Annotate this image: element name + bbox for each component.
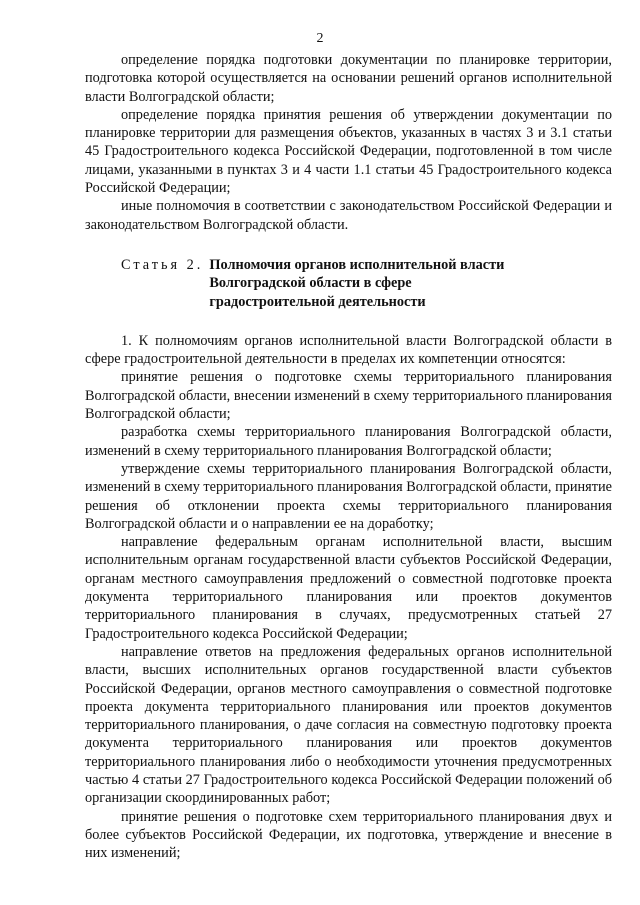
intro-paragraph-2: определение порядка принятия решения об утверждении документации по планировке территории для размещения объектов, указанных в частях 3 и 3.1 статьи 45 Градостроительного кодекса Российской Федерации, подготовленной в том числе лицами, указанными в пунктах 3 и 4 части 1.1 статьи 45 Градостроительного кодекса Российской Федерации; [85, 106, 612, 197]
intro-paragraph-3: иные полномочия в соответствии с законодательством Российской Федерации и законодательством Волгоградской области. [85, 198, 612, 233]
body-paragraph-2: принятие решения о подготовке схемы территориального планирования Волгоградской области, внесении изменений в схему территориального планирования Волгоградской области; [85, 369, 612, 423]
article-title-line-2: Волгоградской области в сфере [209, 275, 412, 292]
body-paragraph-5: направление федеральным органам исполнительной власти, высшим исполнительным органам государственной власти субъектов Российской Федерации, органам местного самоуправления предложений о совместной подготовке проекта документа территориального планирования или проектов документов территориального планирования в случаях, предусмотренных статьей 27 Градостроительного кодекса Российской Федерации; [85, 534, 612, 642]
document-body [85, 51, 612, 862]
article-heading [121, 256, 612, 311]
body-paragraph-1: 1. К полномочиям органов исполнительной власти Волгоградской области в сфере градостроительной деятельности в пределах их компетенции относятся: [85, 332, 612, 368]
body-paragraph-4: утверждение схемы территориального планирования Волгоградской области, изменений в схему территориального планирования Волгоградской области, принятие решения об отклонении проекта схемы территориального планирования Волгоградской области и о направлении ее на доработку; [85, 460, 612, 532]
body-paragraph-7: принятие решения о подготовке схем территориального планирования двух и более субъектов Российской Федерации, их подготовка, утверждение и внесение в них изменений; [85, 808, 612, 862]
article-title [209, 256, 529, 311]
body-paragraph-3: разработка схемы территориального планирования Волгоградской области, изменений в схему территориального планирования Волгоградской области; [85, 424, 612, 459]
article-title-line-1: Полномочия органов исполнительной власти [209, 256, 505, 273]
article-title-line-3: градостроительной деятельности [209, 293, 426, 310]
article-label: Статья 2. [121, 256, 204, 273]
page-number: 2 [316, 31, 324, 46]
body-paragraph-6: направление ответов на предложения федеральных органов исполнительной власти, высших исполнительных органов государственной власти субъектов Российской Федерации, органов местного самоуправления о совместной подготовке проекта документа территориального планирования или проектов документов территориального планирования, о даче согласия на совместную подготовку проекта документа территориального планирования или проектов документов территориального планирования либо о необходимости уточнения предусмотренных частью 4 статьи 27 Градостроительного кодекса Российской Федерации положений об организации скоординированных работ; [85, 643, 612, 807]
intro-paragraph-1: определение порядка подготовки документации по планировке территории, подготовка которой осуществляется на основании решений органов исполнительной власти Волгоградской области; [85, 52, 612, 105]
